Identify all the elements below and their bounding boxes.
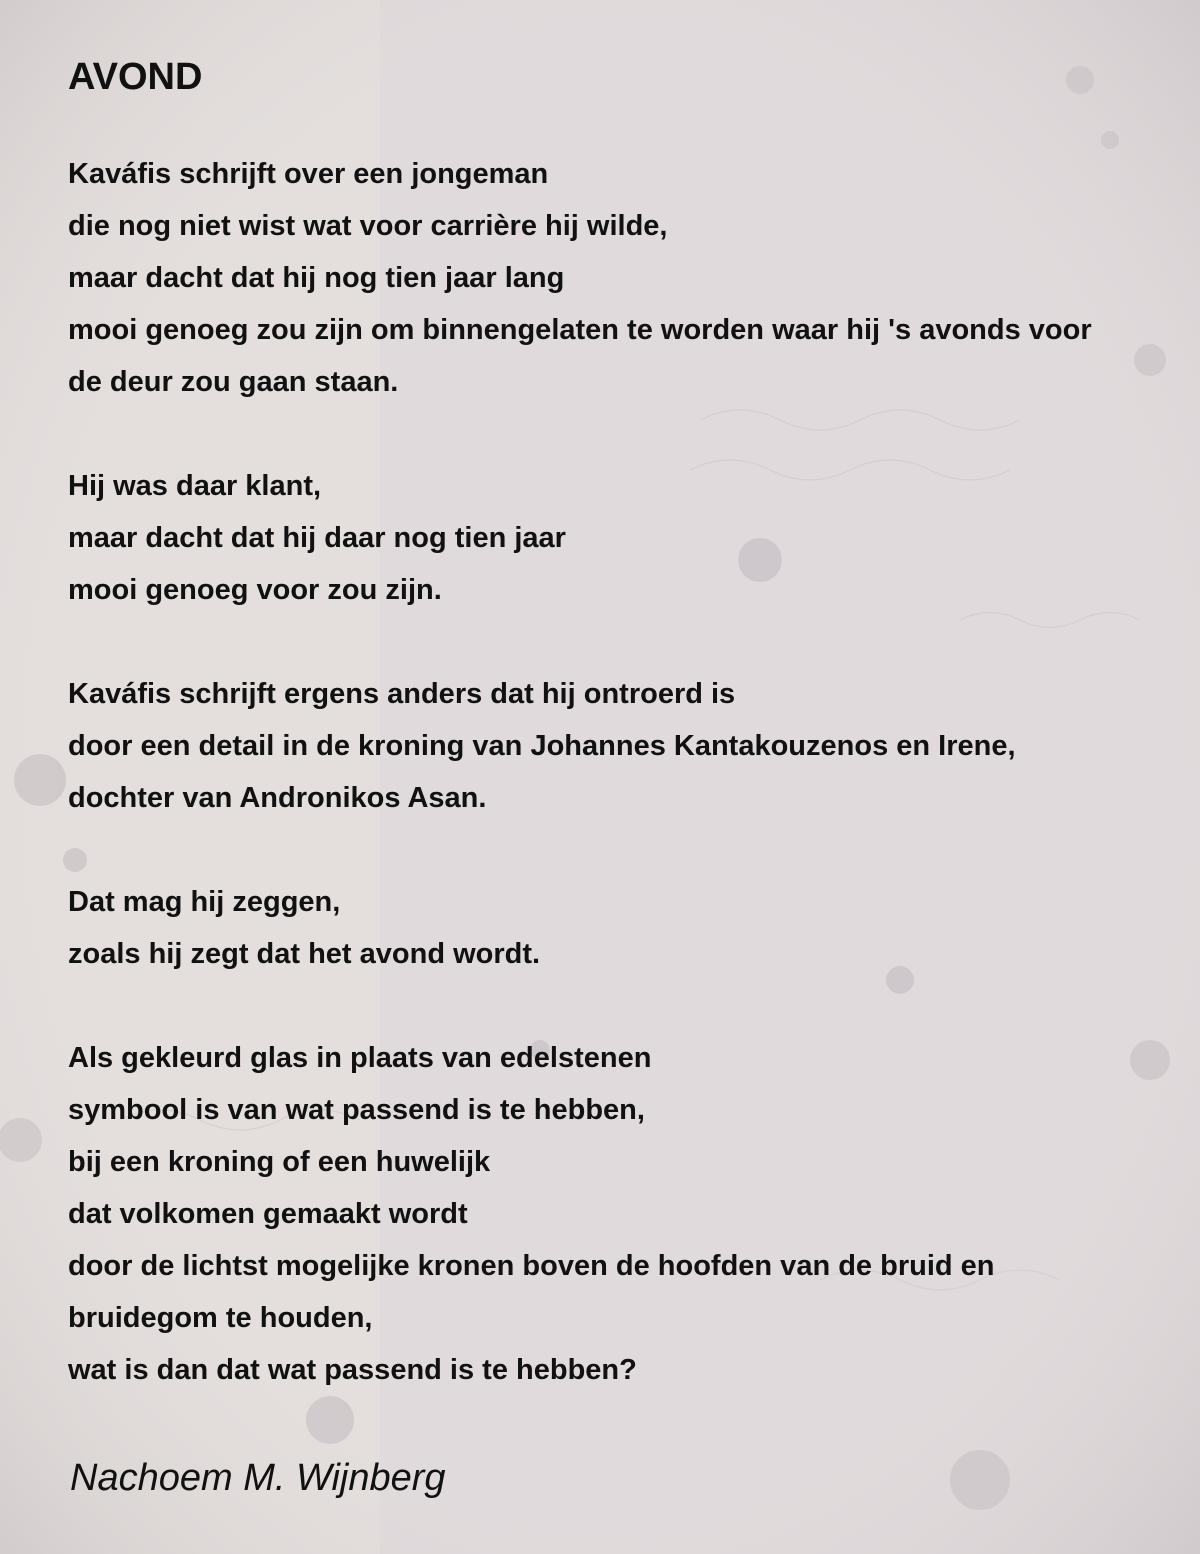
poem-line: symbool is van wat passend is te hebben,: [68, 1094, 645, 1126]
poem-line: Als gekleurd glas in plaats van edelstenen: [68, 1042, 652, 1074]
poem-line: door de lichtst mogelijke kronen boven de hoofden van de bruid en: [68, 1250, 995, 1282]
poem-line: mooi genoeg voor zou zijn.: [68, 574, 442, 606]
stanza-4: [68, 876, 1132, 980]
poem-line: dochter van Andronikos Asan.: [68, 782, 487, 814]
poem-line: Dat mag hij zeggen,: [68, 886, 341, 918]
poem-line: dat volkomen gemaakt wordt: [68, 1198, 468, 1230]
poem-line: door een detail in de kroning van Johannes Kantakouzenos en Irene,: [68, 730, 1016, 762]
poem-body: [68, 148, 1132, 1396]
poem-line: die nog niet wist wat voor carrière hij wilde,: [68, 210, 668, 242]
poem-author: Nachoem M. Wijnberg: [70, 1457, 446, 1499]
poem-line: Hij was daar klant,: [68, 470, 322, 502]
poem-line: wat is dan dat wat passend is te hebben?: [68, 1354, 637, 1386]
poem-line: mooi genoeg zou zijn om binnengelaten te worden waar hij 's avonds voor: [68, 314, 1092, 346]
poem-line: Kaváfis schrijft ergens anders dat hij ontroerd is: [68, 678, 736, 710]
poem-line: Kaváfis schrijft over een jongeman: [68, 158, 549, 190]
stanza-2: [68, 460, 1132, 616]
poem-line: bij een kroning of een huwelijk: [68, 1146, 491, 1178]
stanza-3: [68, 668, 1132, 824]
poem-line: bruidegom te houden,: [68, 1302, 373, 1334]
poem-title: AVOND: [68, 56, 203, 98]
poem-line: zoals hij zegt dat het avond wordt.: [68, 938, 541, 970]
poem-line: de deur zou gaan staan.: [68, 366, 399, 398]
poem-line: maar dacht dat hij daar nog tien jaar: [68, 522, 566, 554]
poem-line: maar dacht dat hij nog tien jaar lang: [68, 262, 565, 294]
stanza-1: [68, 148, 1132, 408]
stanza-5: [68, 1032, 1132, 1396]
